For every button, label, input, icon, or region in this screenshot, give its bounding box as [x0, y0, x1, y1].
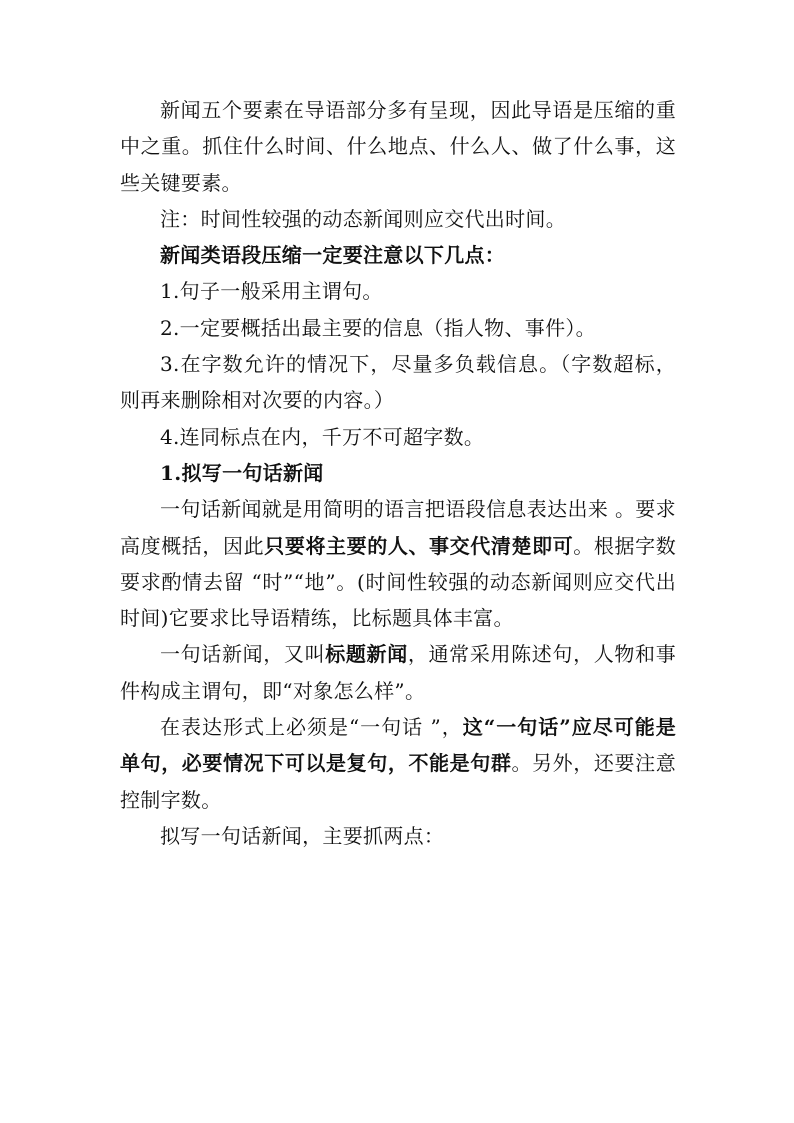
form-text-2: 。另外，还要注意控制字数。 — [120, 751, 676, 812]
tip-item-3: 3.在字数允许的情况下，尽量多负载信息。（字数超标，则再来删除相对次要的内容。） — [120, 352, 676, 413]
alias-paragraph — [120, 636, 676, 709]
tip-item-4: 4.连同标点在内，千万不可超字数。 — [160, 424, 485, 449]
document-page — [120, 92, 676, 854]
closing-paragraph: 拟写一句话新闻，主要抓两点： — [160, 823, 445, 848]
definition-paragraph — [120, 491, 676, 636]
note-paragraph: 注：时间性较强的动态新闻则应交代出时间。 — [160, 206, 566, 231]
alias-emphasis: 标题新闻 — [325, 642, 408, 667]
intro-paragraph: 新闻五个要素在导语部分多有呈现，因此导语是压缩的重中之重。抓住什么时间、什么地点、什么人、做了什么事，这些关键要素。 — [120, 98, 676, 195]
tips-heading: 新闻类语段压缩一定要注意以下几点： — [160, 243, 506, 268]
form-text-1: 在表达形式上必须是“一句话 ”， — [160, 715, 463, 740]
form-paragraph — [120, 709, 676, 818]
section-heading: 1.拟写一句话新闻 — [160, 460, 324, 485]
definition-text-2: 。根据字数要求酌情去留 “时”“地”。(时间性较强的动态新闻则应交代出时间)它要求比导语精练，比标题具体丰富。 — [120, 533, 677, 631]
alias-text-2: ，通常采用陈述句，人物和事件构成主谓句，即“对象怎么样”。 — [120, 642, 677, 703]
definition-text-1: 一句话新闻就是用简明的语言把语段信息表达出来 。要求高度概括，因此 — [120, 497, 676, 558]
tip-item-2: 2.一定要概括出最主要的信息（指人物、事件）。 — [160, 315, 596, 340]
form-emphasis: 这“一句话”应尽可能是单句，必要情况下可以是复句，不能是句群 — [120, 715, 676, 776]
definition-emphasis: 只要将主要的人、事交代清楚即可 — [264, 533, 574, 558]
tip-item-1: 1.句子一般采用主谓句。 — [160, 279, 383, 304]
alias-text-1: 一句话新闻，又叫 — [160, 642, 326, 667]
